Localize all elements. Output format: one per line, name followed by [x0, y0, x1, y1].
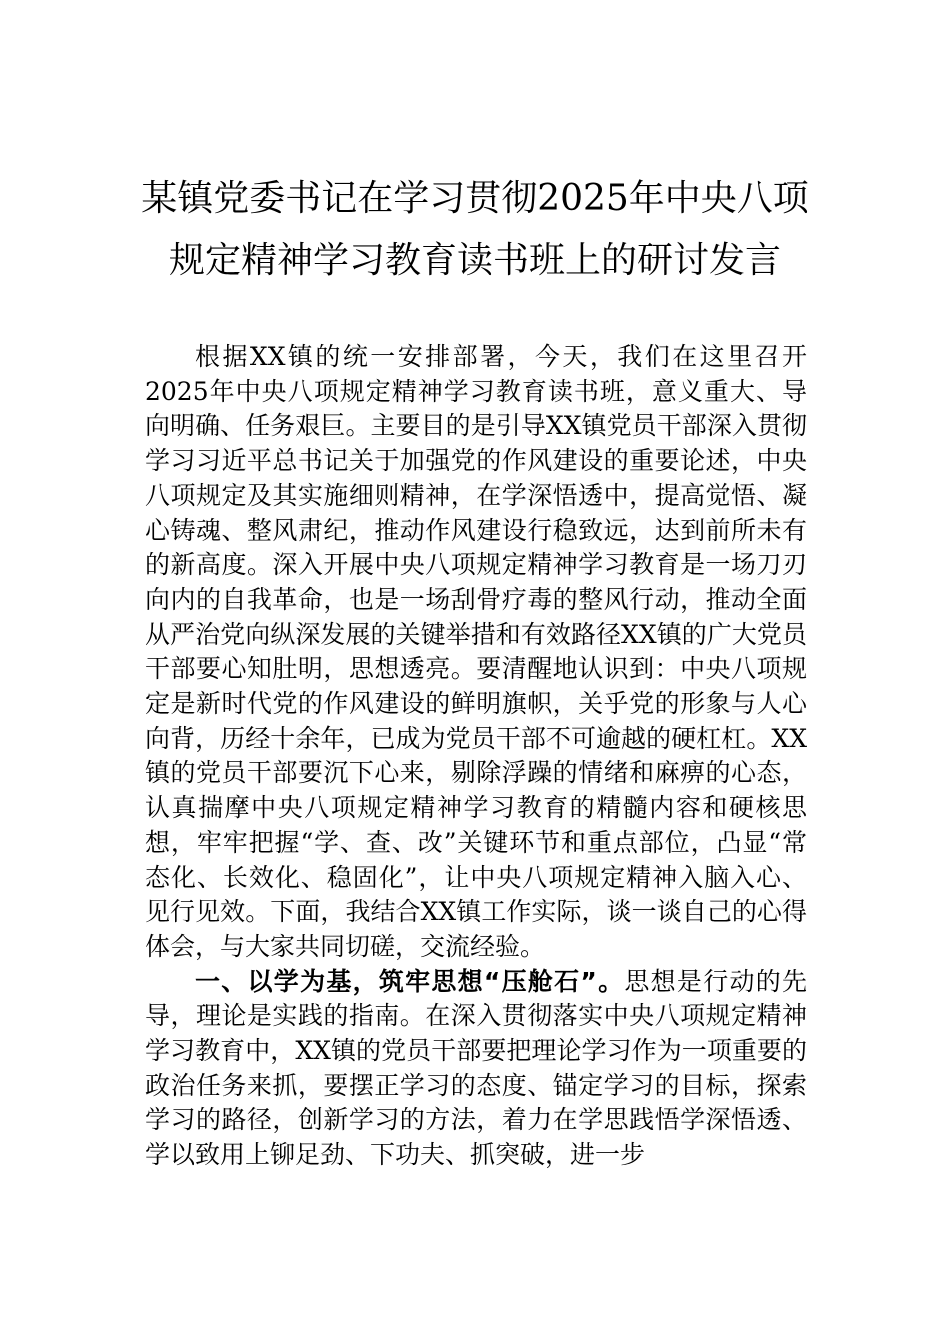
- paragraph-text: 根据XX镇的统一安排部署，今天，我们在这里召开2025年中央八项规定精神学习教育读书班，意义重大、导向明确、任务艰巨。主要目的是引导XX镇党员干部深入贯彻学习习近平总书记关于加强党的作风建设的重要论述，中央八项规定及其实施细则精神，在学深悟透中，提高觉悟、凝心铸魂、整风肃纪，推动作风建设行稳致远，达到前所未有的新高度。深入开展中央八项规定精神学习教育是一场刀刃向内的自我革命，也是一场刮骨疗毒的整风行动，推动全面从严治党向纵深发展的关键举措和有效路径XX镇的广大党员干部要心知肚明，思想透亮。要清醒地认识到：中央八项规定是新时代党的作风建设的鲜明旗帜，关乎党的形象与人心向背，历经十余年，已成为党员干部不可逾越的硬杠杠。XX镇的党员干部要沉下心来，剔除浮躁的情绪和麻痹的心态，认真揣摩中央八项规定精神学习教育的精髓内容和硬核思想，牢牢把握“学、查、改”关键环节和重点部位，凸显“常态化、长效化、稳固化”，让中央八项规定精神入脑入心、见行见效。下面，我结合XX镇工作实际，谈一谈自己的心得体会，与大家共同切磋，交流经验。: [145, 342, 807, 961]
- document-title: [120, 168, 830, 292]
- paragraph-intro: [145, 340, 807, 965]
- title-line-1: 某镇党委书记在学习贯彻2025年中央八项: [141, 178, 809, 219]
- paragraph-section-1: [145, 965, 807, 1173]
- section-heading: 一、以学为基，筑牢思想“压舱石”。: [195, 966, 625, 996]
- document-body: [145, 340, 807, 1173]
- title-line-2: 规定精神学习教育读书班上的研讨发言: [168, 240, 781, 281]
- paragraph-text: 思想是行动的先导，理论是实践的指南。在深入贯彻落实中央八项规定精神学习教育中，XX镇的党员干部要把理论学习作为一项重要的政治任务来抓，要摆正学习的态度、锚定学习的目标，探索学习的路径，创新学习的方法，着力在学思践悟学深悟透、学以致用上铆足劲、下功夫、抓突破，进一步: [145, 966, 807, 1170]
